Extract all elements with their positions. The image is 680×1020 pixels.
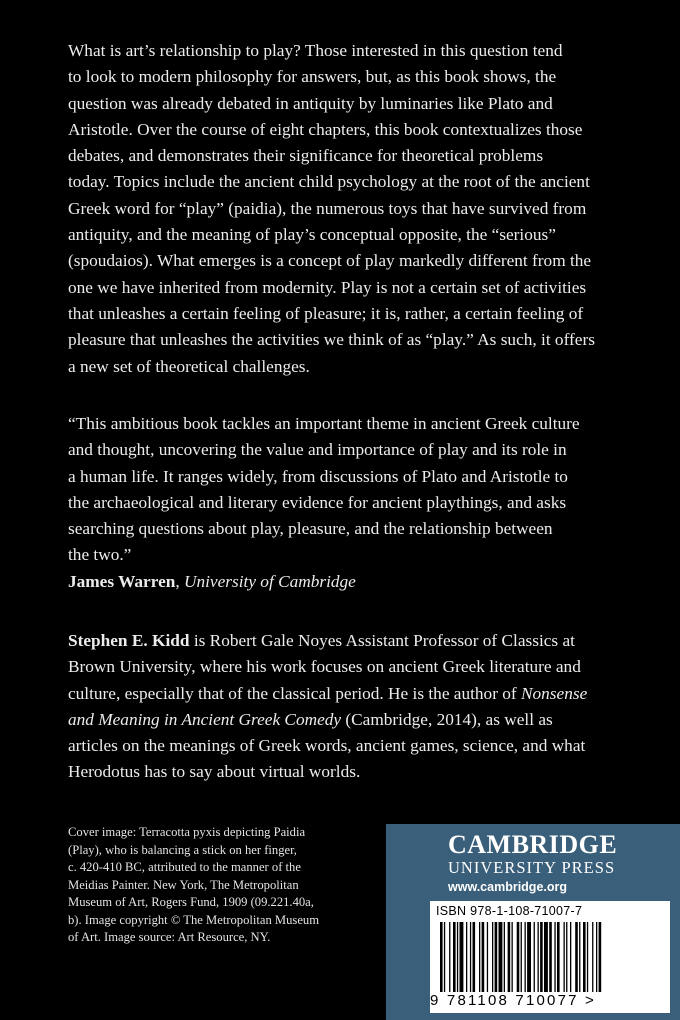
blurb-line: Greek word for “play” (paidia), the numerous toys that have survived from [68,198,587,218]
blurb-line: debates, and demonstrates their significance for theoretical problems [68,146,544,166]
credit-line: Cover image: Terracotta pyxis depicting Paidia [68,825,306,839]
blurb-line: today. Topics include the ancient child psychology at the root of the ancient [68,172,590,192]
credit-line: Museum of Art, Rogers Fund, 1909 (09.221.40a, [68,895,314,909]
barcode-digits: 9 781108 710077 > [430,992,596,1009]
quote-line: “This ambitious book tackles an important theme in ancient Greek culture [68,414,580,433]
publisher-logo-name: CAMBRIDGE [448,830,618,859]
bio-line: Herodotus has to say about virtual worlds. [68,762,361,782]
publisher-url: www.cambridge.org [448,880,568,894]
bio-text: (Cambridge, 2014), as well as [341,709,553,729]
quote-line: searching questions about play, pleasure, and the relationship between [68,519,553,539]
credit-line: Meidias Painter. New York, The Metropolitan [68,877,299,892]
bio-book-title: Nonsense [521,683,588,703]
quote-line: a human life. It ranges widely, from discussions of Plato and Aristotle to [68,466,568,486]
credit-line: of Art. Image source: Art Resource, NY. [68,930,271,944]
blurb-line: to look to modern philosophy for answers, but, as this book shows, the [68,67,557,87]
quote-author-name: James Warren [68,571,176,591]
blurb-line: Aristotle. Over the course of eight chapters, this book contextualizes those [68,119,583,139]
blurb-line: question was already debated in antiquity by luminaries like Plato and [68,93,553,113]
bio-text: culture, especially that of the classical period. He is the author of [68,683,521,703]
author-bio [68,628,616,786]
barcode-bars [440,922,660,992]
bio-line: Brown University, where his work focuses on ancient Greek literature and [68,657,581,677]
blurb-paragraph [68,38,616,380]
quote-line: the archaeological and literary evidence for ancient playthings, and asks [68,492,567,512]
blurb-line: pleasure that unleashes the activities we think of as “play.” As such, it offers [68,330,595,350]
credit-line: c. 420-410 BC, attributed to the manner of the [68,860,301,874]
credit-line: b). Image copyright © The Metropolitan Museum [68,912,320,927]
isbn-label: ISBN 978-1-108-71007-7 [436,904,583,918]
quote-attribution [68,569,616,595]
blurb-line: (spoudaios). What emerges is a concept of play markedly different from the [68,251,592,271]
bio-author-name: Stephen E. Kidd [68,631,190,650]
bio-line: articles on the meanings of Greek words, ancient games, science, and what [68,736,586,756]
endorsement-quote [68,411,616,595]
credit-line: (Play), who is balancing a stick on her finger, [68,842,297,857]
bio-line [68,681,616,707]
quote-line: and thought, uncovering the value and importance of play and its role in [68,440,567,460]
quote-author-separator: , [175,571,184,591]
blurb-line: What is art’s relationship to play? Those interested in this question tend [68,41,563,60]
publisher-panel [386,824,680,1020]
quote-author-affiliation: University of Cambridge [184,571,356,591]
blurb-line: one we have inherited from modernity. Play is not a certain set of activities [68,277,587,297]
bio-text: is Robert Gale Noyes Assistant Professor of Classics at [189,631,575,650]
quote-line: the two.” [68,545,132,565]
cover-image-credit [68,824,368,947]
blurb-line: antiquity, and the meaning of play’s conceptual opposite, the “serious” [68,225,556,245]
blurb-line: that unleashes a certain feeling of pleasure; it is, rather, a certain feeling of [68,303,584,323]
blurb-line: a new set of theoretical challenges. [68,356,310,376]
bio-line [68,707,616,733]
barcode-box [430,901,670,1013]
bio-book-title: and Meaning in Ancient Greek Comedy [68,709,342,729]
bio-line [68,628,616,654]
publisher-logo-press: UNIVERSITY PRESS [448,858,616,877]
